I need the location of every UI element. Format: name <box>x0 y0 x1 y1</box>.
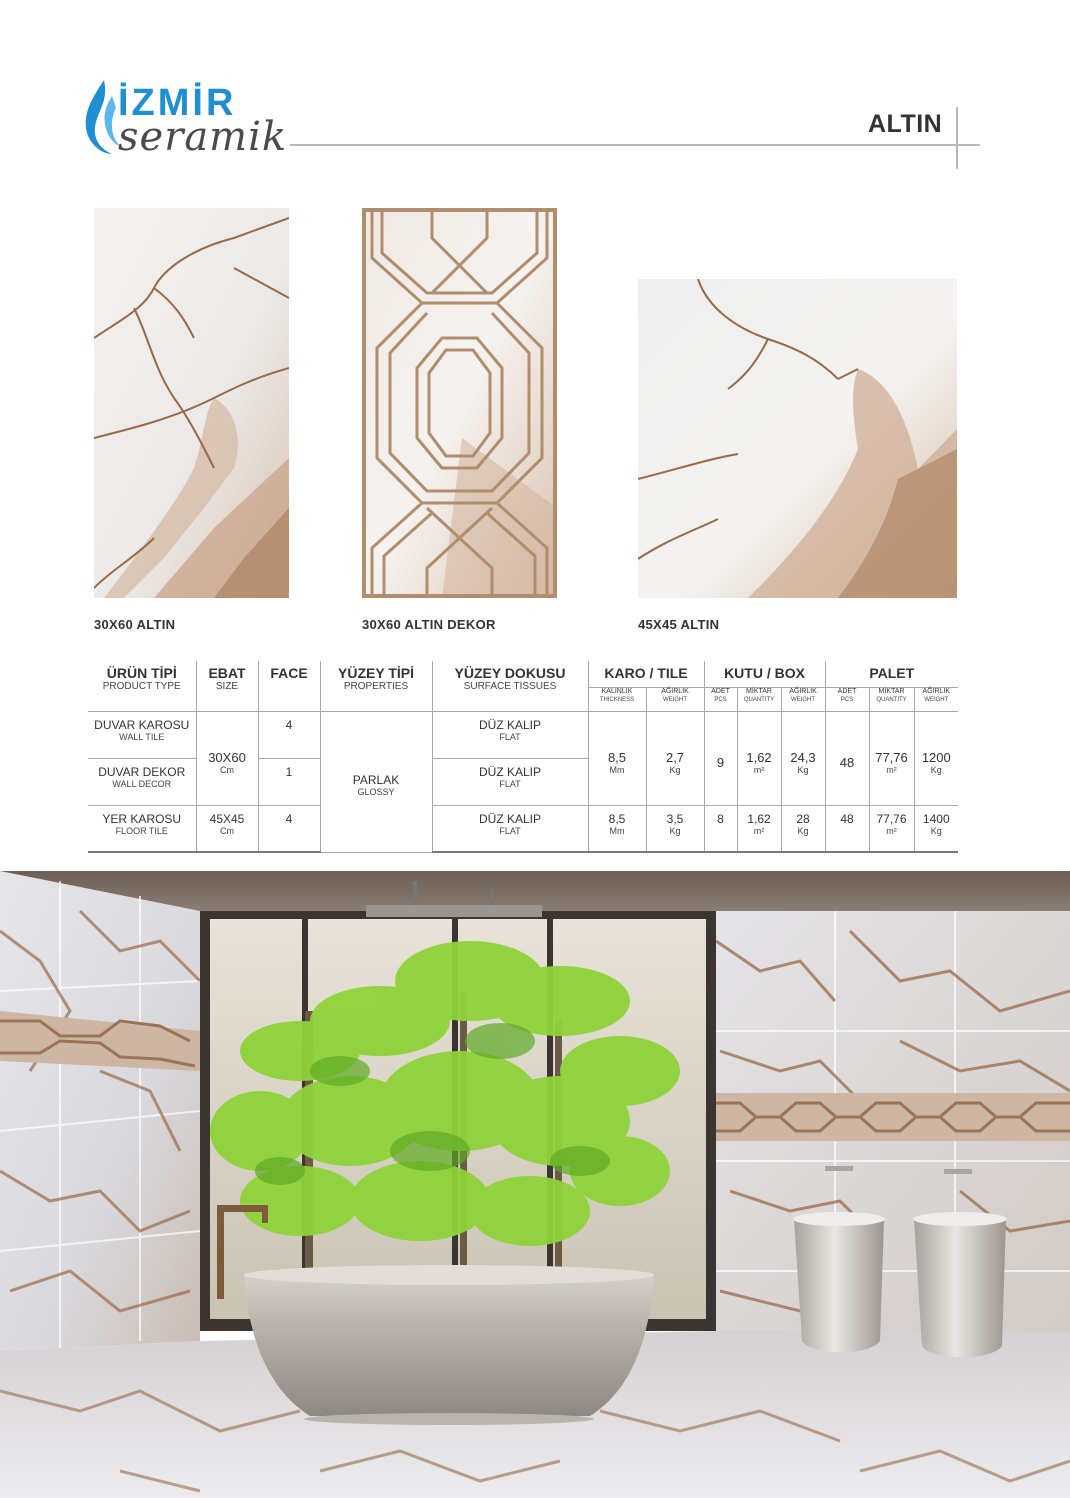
header-divider-vertical <box>956 107 958 169</box>
cell-surface-texture: DÜZ KALIP FLAT <box>432 805 588 852</box>
cell-thickness: 8,5 Mm <box>588 805 646 852</box>
subheader-box-pcs: ADET PCS <box>704 687 737 711</box>
page-title: ALTIN <box>868 110 943 138</box>
header-box: KUTU / BOX <box>704 661 825 687</box>
cell-tile-weight: 2,7 Kg <box>646 711 704 805</box>
cell-box-qty: 1,62 m² <box>737 711 781 805</box>
bathtub-icon <box>244 1265 654 1425</box>
cell-surface-texture: DÜZ KALIP FLAT <box>432 758 588 805</box>
header-surface-type: YÜZEY TİPİ PROPERTIES <box>320 661 432 711</box>
cell-size: 45X45 Cm <box>196 805 258 852</box>
table-row <box>88 711 958 758</box>
header-divider <box>290 144 980 146</box>
product-image-floor-tile <box>638 279 957 598</box>
spec-table <box>88 661 958 853</box>
header-product-type: ÜRÜN TİPİ PRODUCT TYPE <box>88 661 196 711</box>
brand-logo <box>82 78 297 164</box>
cell-face: 4 <box>258 805 320 852</box>
cell-size: 30X60 Cm <box>196 711 258 805</box>
subheader-box-weight: AĞIRLIK WEIGHT <box>781 687 825 711</box>
subheader-box-qty: MİKTAR QUANTITY <box>737 687 781 711</box>
cell-pallet-qty: 77,76 m² <box>869 711 914 805</box>
cell-box-pcs: 9 <box>704 711 737 805</box>
subheader-tile-thickness: KALINLIK THICKNESS <box>588 687 646 711</box>
product-caption: 30X60 ALTIN <box>94 617 176 632</box>
cell-pallet-weight: 1400 Kg <box>914 805 958 852</box>
cell-product-type: DUVAR DEKOR WALL DECOR <box>88 758 196 805</box>
product-image-wall-decor <box>362 208 557 598</box>
bathroom-scene-image <box>0 871 1070 1498</box>
product-caption: 30X60 ALTIN DEKOR <box>362 617 496 632</box>
cell-face: 1 <box>258 758 320 805</box>
cell-pallet-qty: 77,76 m² <box>869 805 914 852</box>
subheader-pallet-qty: MİKTAR QUANTITY <box>869 687 914 711</box>
header-face: FACE <box>258 661 320 711</box>
cell-pallet-weight: 1200 Kg <box>914 711 958 805</box>
brand-name-bottom: seramik <box>118 114 288 160</box>
cell-box-weight: 24,3 Kg <box>781 711 825 805</box>
cell-box-pcs: 8 <box>704 805 737 852</box>
header-size: EBAT SIZE <box>196 661 258 711</box>
water-drop-icon <box>82 78 122 156</box>
cell-box-weight: 28 Kg <box>781 805 825 852</box>
subheader-pallet-pcs: ADET PCS <box>825 687 869 711</box>
cell-product-type: YER KAROSU FLOOR TILE <box>88 805 196 852</box>
header-surface-texture: YÜZEY DOKUSU SURFACE TISSUES <box>432 661 588 711</box>
cell-thickness: 8,5 Mm <box>588 711 646 805</box>
header-pallet: PALET <box>825 661 958 687</box>
subheader-tile-weight: AĞIRLIK WEIGHT <box>646 687 704 711</box>
cell-surface-texture: DÜZ KALIP FLAT <box>432 711 588 758</box>
subheader-pallet-weight: AĞIRLIK WEIGHT <box>914 687 958 711</box>
cell-box-qty: 1,62 m² <box>737 805 781 852</box>
cell-pallet-pcs: 48 <box>825 711 869 805</box>
table-row <box>88 805 958 852</box>
header-tile: KARO / TILE <box>588 661 704 687</box>
cell-pallet-pcs: 48 <box>825 805 869 852</box>
brand-name-top: İZMİR <box>118 82 237 124</box>
product-image-wall-tile <box>94 208 289 598</box>
cell-face: 4 <box>258 711 320 758</box>
cell-tile-weight: 3,5 Kg <box>646 805 704 852</box>
product-caption: 45X45 ALTIN <box>638 617 720 632</box>
cell-surface-type: PARLAK GLOSSY <box>320 711 432 852</box>
cell-product-type: DUVAR KAROSU WALL TILE <box>88 711 196 758</box>
